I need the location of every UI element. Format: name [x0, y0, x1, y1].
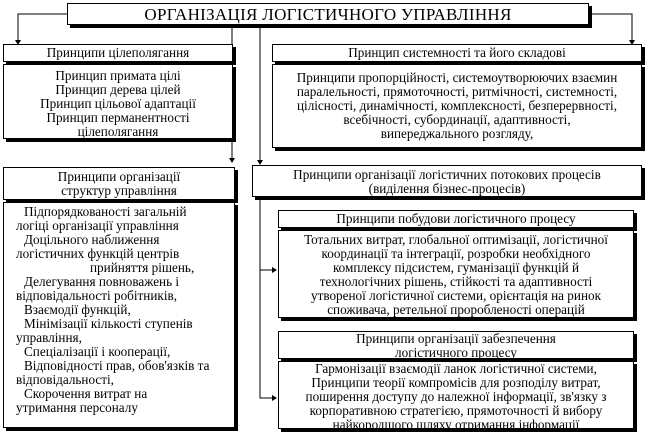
- goal-item: Принцип примата цілі: [55, 68, 181, 83]
- support-header: [278, 331, 634, 359]
- goal-item: Принцип перманентності: [46, 110, 190, 125]
- flows-header-line: (виділення бізнес-процесів): [368, 181, 526, 196]
- structure-item: логістичних функцій центрів: [16, 246, 180, 261]
- structure-header-line: Принципи організації: [57, 169, 181, 184]
- diagram-title-text: ОРГАНІЗАЦІЯ ЛОГІСТИЧНОГО УПРАВЛІННЯ: [144, 5, 512, 24]
- support-line: найкородшого шляху отримання інформації: [332, 417, 580, 432]
- structure-item: Підпорядкованості загальній: [24, 204, 187, 219]
- system-line: всебічності, субординації, адаптивності,: [343, 112, 571, 127]
- structure-item: Відповідності прав, обов'язків та: [24, 358, 210, 373]
- structure-item: Мінімізації кількості ступенів: [24, 316, 193, 331]
- structure-item: логіці організації управління: [16, 218, 179, 233]
- support-line: корпоративною стратегією, прямоточності й вибору: [309, 403, 603, 418]
- goal-items-box: [3, 64, 233, 139]
- flows-header-line: Принципи організації логістичних потокових процесів: [293, 167, 601, 182]
- support-line: Гармонізації взаємодії ланок логістичної системи,: [315, 361, 597, 376]
- support-header-line: Принципи організації забезпечення: [356, 331, 556, 346]
- build-line: координації та інтеграції, розробки необхідного: [321, 246, 591, 261]
- system-header-text: Принцип системності та його складові: [348, 45, 566, 60]
- system-line: паралельності, прямоточності, ритмічності, системності,: [296, 84, 618, 99]
- flows-header: [252, 165, 642, 197]
- goal-item: цілеполягання: [77, 124, 159, 139]
- connector-title-system: [589, 14, 632, 40]
- structure-item: утримання персоналу: [16, 400, 138, 415]
- arrow-right-icon: [272, 267, 277, 273]
- system-line: випереджального розгляду,: [380, 126, 534, 141]
- structure-item: Скорочення витрат на: [24, 386, 148, 401]
- system-line: цілісності, динамічності, комплексності, безперервності,: [296, 98, 618, 113]
- system-header: [272, 44, 642, 62]
- structure-item: Доцільного наближення: [24, 232, 160, 247]
- system-line: Принципи пропорційності, системоутворюючих взаємин: [296, 70, 618, 85]
- build-body-box: [278, 230, 634, 318]
- structure-items-box: [3, 202, 235, 428]
- goal-item: Принцип дерева цілей: [55, 82, 181, 97]
- structure-item: Делегування повноважень і: [24, 274, 180, 289]
- build-line: утвореної логістичної системи, орієнтація на ринок: [310, 288, 602, 303]
- build-line: технологічних рішень, стійкості та адаптивності: [319, 274, 593, 289]
- support-line: Принципи теорії компромісів для розподілу витрат,: [311, 375, 601, 390]
- structure-item: Взаємодії функцій,: [24, 302, 131, 317]
- support-body-box: [278, 361, 634, 432]
- structure-header-line: структур управління: [61, 183, 177, 198]
- arrow-right-icon: [272, 395, 277, 401]
- build-line: споживача, ретельної проробленості операцій: [327, 302, 585, 317]
- connector-flows-children: [260, 196, 272, 398]
- goal-header-text: Принципи цілеполягання: [46, 45, 190, 60]
- structure-header: [3, 167, 235, 200]
- build-line: комплексу підсистем, гуманізації функцій й: [332, 260, 580, 275]
- build-line: Тотальних витрат, глобальної оптимізації, логістичної: [304, 232, 608, 247]
- arrow-down-icon: [229, 158, 235, 163]
- build-header: [278, 210, 634, 228]
- structure-item: Спеціалізації і кооперації,: [24, 344, 171, 359]
- connector-title-goal: [18, 14, 67, 40]
- structure-item: відповідальності робітників,: [16, 288, 178, 303]
- goal-item: Принцип цільової адаптації: [40, 96, 196, 111]
- support-header-line: логістичного процесу: [395, 345, 517, 360]
- system-body-box: [272, 64, 642, 148]
- support-line: поширення доступу до належної інформації, зв'язку з: [305, 389, 607, 404]
- diagram-title: [67, 3, 589, 25]
- structure-item: відповідальності,: [16, 372, 114, 387]
- structure-item: управління,: [16, 330, 82, 345]
- build-header-text: Принципи побудови логістичного процесу: [336, 211, 576, 226]
- structure-item: прийняття рішень,: [90, 260, 195, 275]
- goal-header: [3, 44, 233, 62]
